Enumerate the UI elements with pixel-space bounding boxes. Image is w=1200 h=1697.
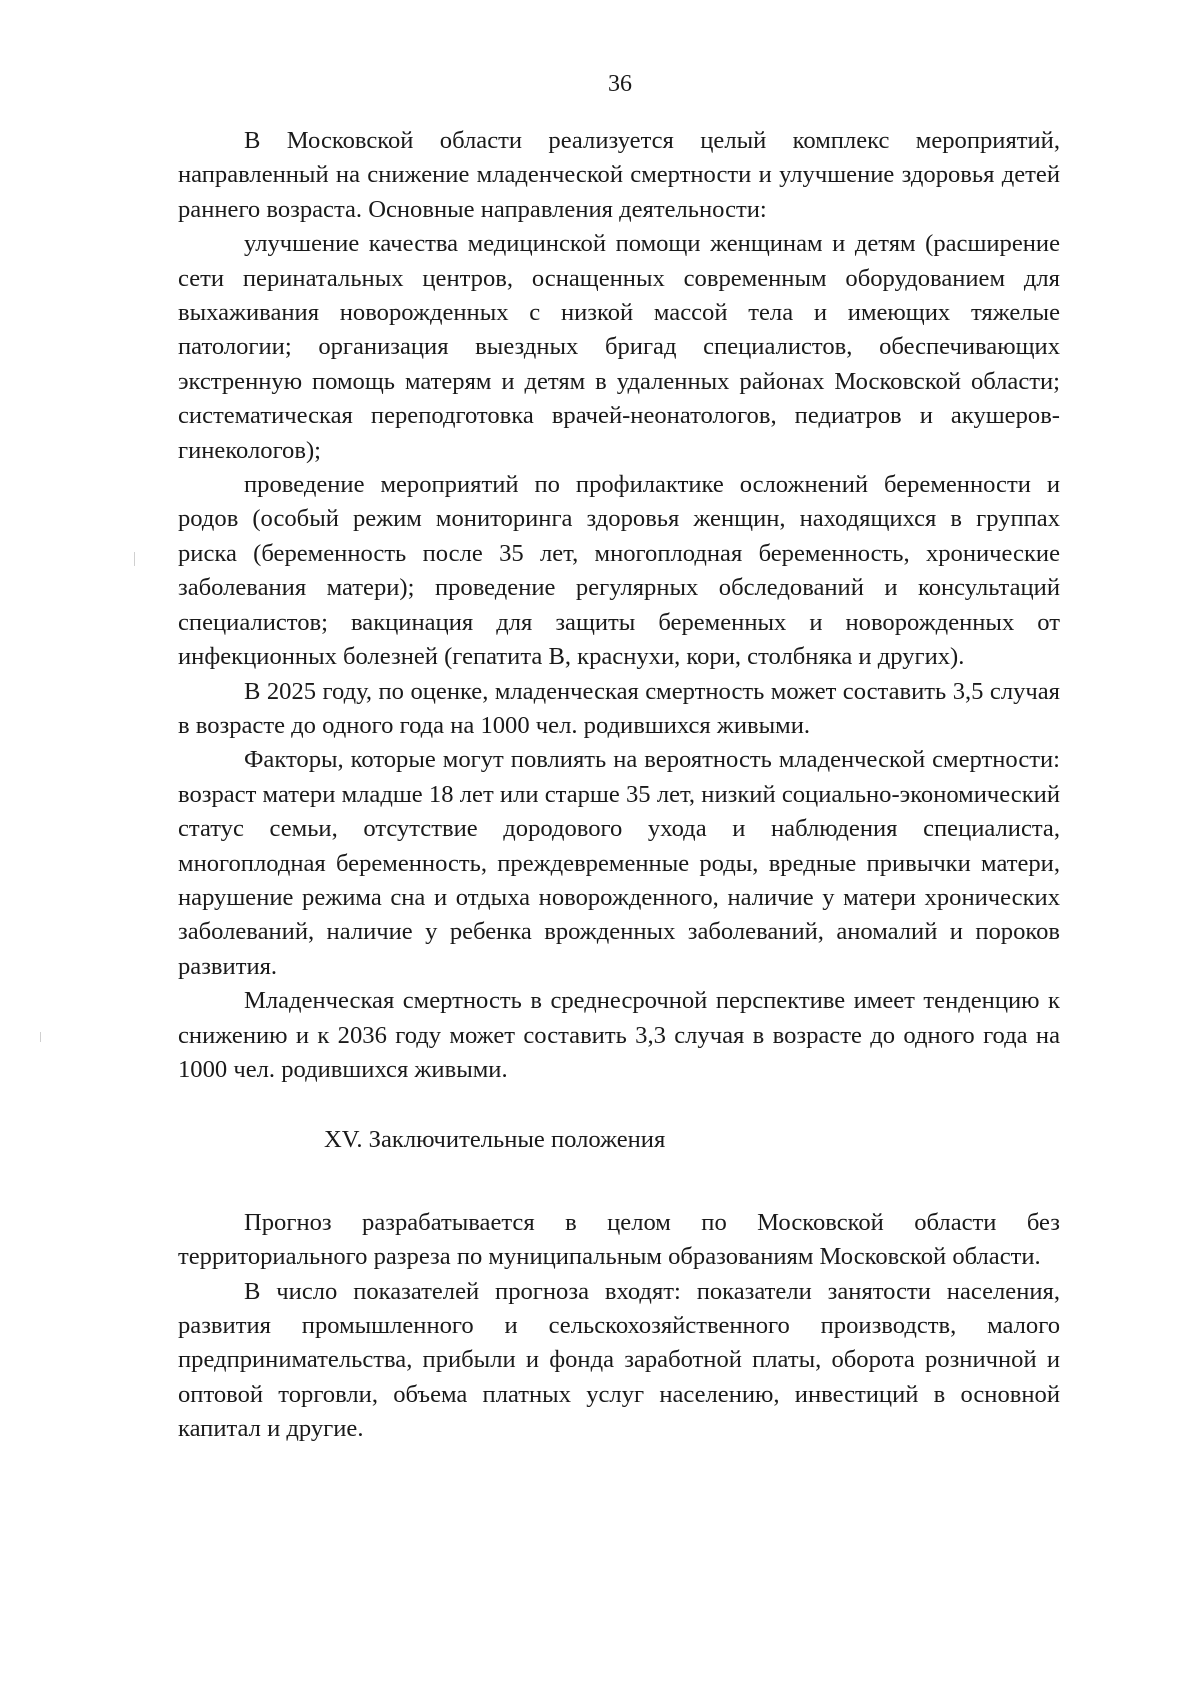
paragraph-2025-estimate: В 2025 году, по оценке, младенческая смертность может составить 3,5 случая в возрасте до одного года на 1000 чел. родившихся живыми. [178, 677, 1060, 739]
paragraph-measures-intro: В Московской области реализуется целый комплекс мероприятий, направленный на снижение младенческой смертности и улучшение здоровья детей раннего возраста. Основные направления деятельности: [178, 127, 1060, 223]
paragraph-medical-care: улучшение качества медицинской помощи женщинам и детям (расширение сети перинатальных центров, оснащенных современным оборудованием для выхаживания новорожденных с низкой массой тела и имеющих тяжелые патологии; организация выездных бригад специалистов, обеспечивающих экстренную помощь матерям и детям в удаленных районах Московской области; систематическая переподготовка врачей-неонатологов, педиатров и акушеров-гинекологов); [178, 230, 1060, 464]
paragraph-forecast-indicators: В число показателей прогноза входят: показатели занятости населения, развития промышленного и сельскохозяйственного производств, малого предпринимательства, прибыли и фонда заработной платы, оборота розничной и оптовой торговли, объема платных услуг населению, инвестиций в основной капитал и другие. [178, 1277, 1060, 1443]
paragraph-risk-factors: Факторы, которые могут повлиять на вероятность младенческой смертности: возраст матери младше 18 лет или старше 35 лет, низкий социально-экономический статус семьи, отсутствие дородового ухода и наблюдения специалиста, многоплодная беременность, преждевременные роды, вредные привычки матери, нарушение режима сна и отдыха новорожденного, наличие у матери хронических заболеваний, наличие у ребенка врожденных заболеваний, аномалий и пороков развития. [178, 746, 1060, 980]
section-heading: XV. Заключительные положения [324, 1126, 666, 1154]
page-number: 36 [608, 71, 632, 97]
scan-margin-mark [134, 552, 135, 566]
scan-margin-mark [40, 1032, 41, 1042]
paragraph-forecast-scope: Прогноз разрабатывается в целом по Московской области без территориального разреза по муниципальным образованиям Московской области. [178, 1208, 1060, 1271]
paragraph-pregnancy-prevention: проведение мероприятий по профилактике осложнений беременности и родов (особый режим мониторинга здоровья женщин, находящихся в группах риска (беременность после 35 лет, многоплодная беременность, хронические заболевания матери); проведение регулярных обследований и консультаций специалистов; вакцинация для защиты беременных и новорожденных от инфекционных болезней (гепатита В, краснухи, кори, столбняка и других). [178, 471, 1060, 671]
paragraph-2036-forecast: Младенческая смертность в среднесрочной перспективе имеет тенденцию к снижению и к 2036 году может составить 3,3 случая в возрасте до одного года на 1000 чел. родившихся живыми. [178, 987, 1060, 1083]
spacer [178, 1087, 1060, 1123]
document-body [178, 124, 1060, 1447]
spacer [178, 1158, 1060, 1206]
